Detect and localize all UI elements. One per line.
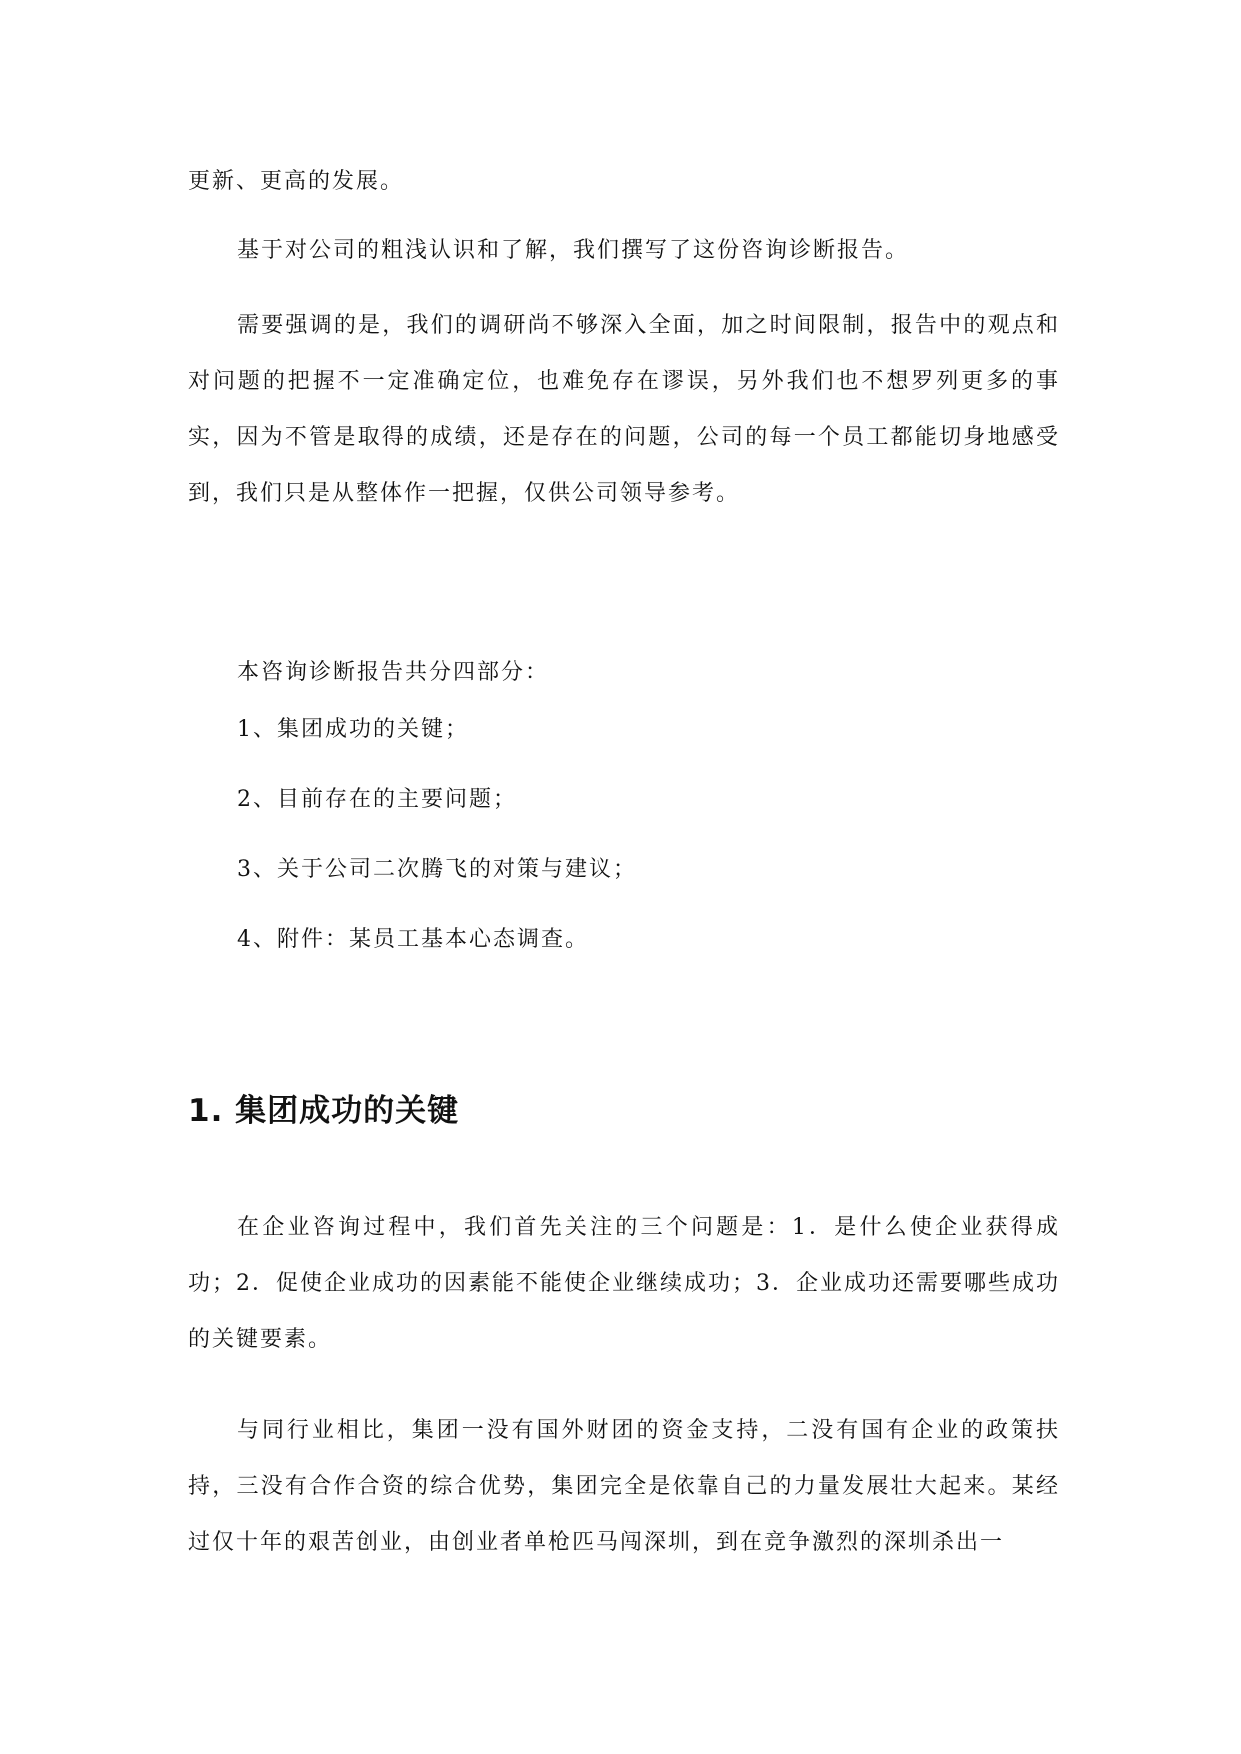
list-item-part-4: 4、附件：某员工基本心态调查。 [237,927,589,952]
section-heading: 1. 集团成功的关键 [188,1093,460,1129]
list-item-part-1: 1、集团成功的关键； [237,717,469,742]
paragraph-intro-end: 更新、更高的发展。 [188,169,405,194]
list-item-part-3: 3、关于公司二次腾飞的对策与建议； [237,857,637,882]
list-item-part-2: 2、目前存在的主要问题； [237,787,517,812]
parts-intro: 本咨询诊断报告共分四部分： [237,660,550,685]
section-paragraph-1: 在企业咨询过程中，我们首先关注的三个问题是：1．是什么使企业获得成功；2．促使企业成功的因素能不能使企业继续成功；3．企业成功还需要哪些成功的关键要素。 [188,1215,1060,1352]
paragraph-basis: 基于对公司的粗浅认识和了解，我们撰写了这份咨询诊断报告。 [237,238,910,263]
section-paragraph-2: 与同行业相比，集团一没有国外财团的资金支持，二没有国有企业的政策扶持，三没有合作合资的综合优势，集团完全是依靠自己的力量发展壮大起来。某经过仅十年的艰苦创业，由创业者单枪匹马闯深圳，到在竞争激烈的深圳杀出一 [188,1418,1060,1555]
paragraph-emphasis: 需要强调的是，我们的调研尚不够深入全面，加之时间限制，报告中的观点和对问题的把握不一定准确定位，也难免存在谬误，另外我们也不想罗列更多的事实，因为不管是取得的成绩，还是存在的问题，公司的每一个员工都能切身地感受到，我们只是从整体作一把握，仅供公司领导参考。 [188,313,1060,506]
